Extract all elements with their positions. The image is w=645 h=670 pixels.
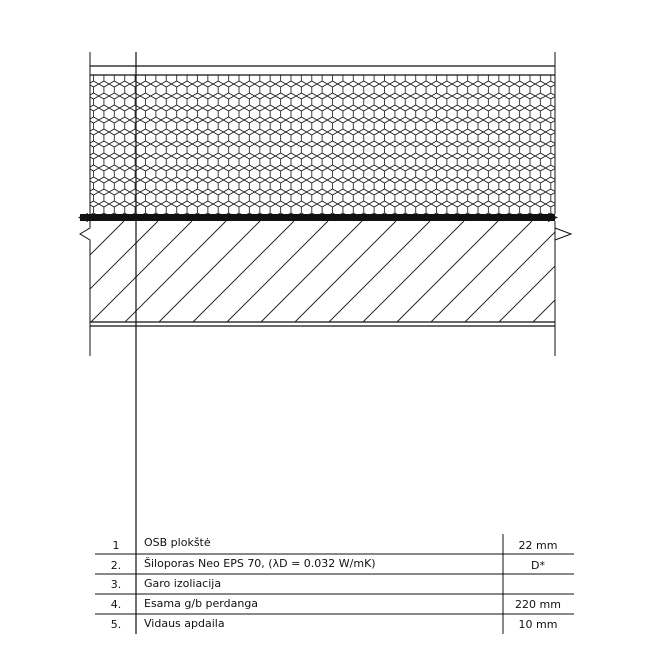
- legend-row-number: 4.: [110, 598, 122, 611]
- legend-row-thickness: 220 mm: [515, 598, 561, 611]
- legend-row-description: Garo izoliacija: [144, 577, 222, 590]
- layer-vapor-barrier: [78, 213, 558, 222]
- legend-row-number: 3.: [110, 578, 122, 591]
- legend-row-number: 5.: [110, 618, 122, 631]
- legend-row-description: Esama g/b perdanga: [144, 597, 259, 610]
- legend-row-thickness: D*: [531, 559, 545, 572]
- layer-eps-insulation: [90, 75, 555, 214]
- legend-row-description: OSB plokštė: [144, 536, 211, 549]
- legend-row-thickness: 10 mm: [518, 618, 558, 631]
- legend-row-number: 1: [112, 539, 120, 552]
- legend-row-description: Vidaus apdaila: [144, 617, 225, 630]
- legend-row-number: 2.: [110, 559, 122, 572]
- legend-row-thickness: 22 mm: [518, 539, 558, 552]
- legend-row-description: Šiloporas Neo EPS 70, (λD = 0.032 W/mK): [144, 557, 376, 570]
